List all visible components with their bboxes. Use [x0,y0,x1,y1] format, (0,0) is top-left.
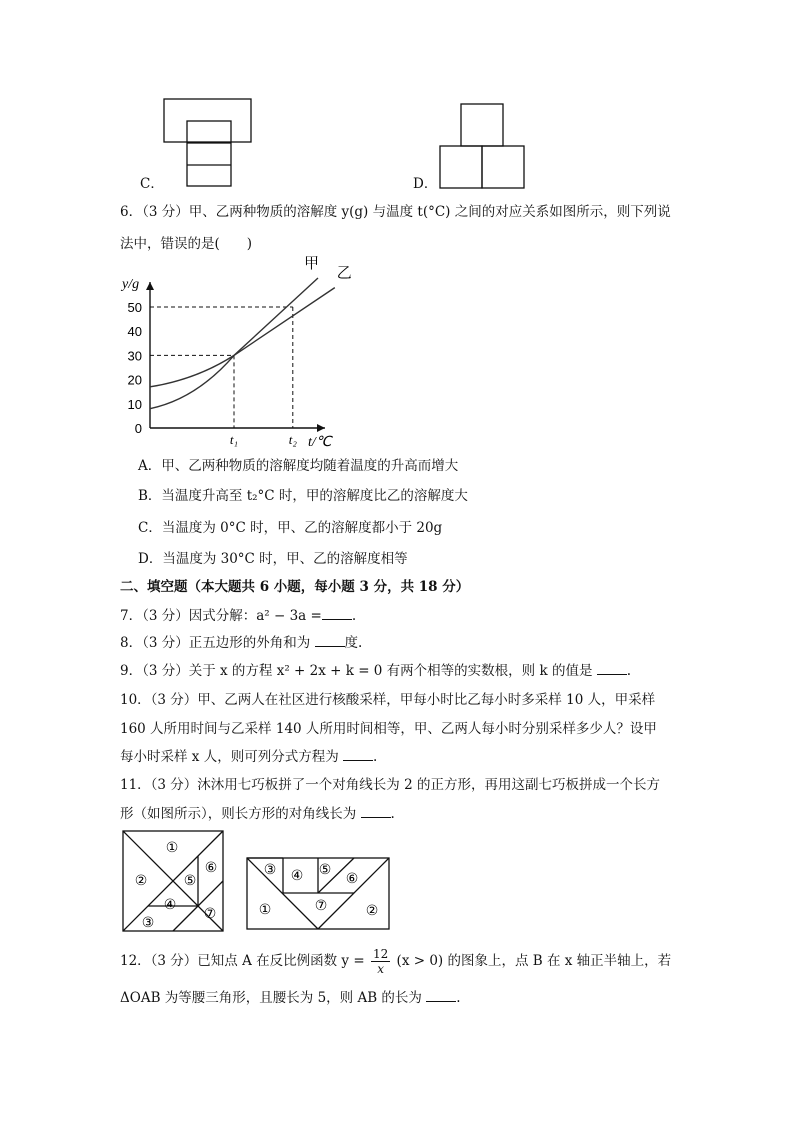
q7-stem: 7．（3 分）因式分解：a² − 3a = [120,608,322,624]
tangram-rect-piece-label: ① [258,902,272,918]
tangram-square-piece-label: ② [134,873,148,889]
series-label: 乙 [336,263,352,282]
x-axis-label: t/℃ [308,435,332,450]
q10-stem: 每小时采样 x 人，则可列分式方程为 [120,749,339,765]
tangram-square-piece-label: ③ [141,915,155,931]
q9-stem: 9．（3 分）关于 x 的方程 x² + 2x + k = 0 有两个相等的实数根，则 k 的值是 [120,663,593,679]
q6-stem-line2: 法中，错误的是( ) [120,236,253,252]
tangram-rect-piece-label: ⑤ [318,862,332,878]
q8-stem: 8．（3 分）正五边形的外角和为 [120,635,311,651]
y-tick-label: 40 [127,324,142,340]
tangram-rect-piece-label: ⑦ [314,898,328,914]
y-tick-label: 0 [134,421,142,436]
q12-fraction-numerator: 12 [372,947,389,961]
tangram-rect-piece-label: ⑥ [345,871,359,887]
q6-option-b: B．当温度升高至 t₂°C 时，甲的溶解度比乙的溶解度大 [138,488,468,504]
q12-line2 [120,988,461,1008]
y-axis-label: y/g [122,277,140,292]
y-tick-label: 20 [127,372,142,388]
q12-fraction [371,947,390,976]
tangram-square-piece-label: ⑥ [204,860,218,876]
q12-stem-a: 12．（3 分）已知点 A 在反比例函数 y = [120,953,365,969]
q10-end: . [373,749,378,765]
y-tick-label: 50 [127,300,142,315]
x-tick-label: t₂ [288,432,297,447]
tangram-square-piece-label: ① [165,840,179,856]
section-2-heading: 二、填空题（本大题共 6 小题，每小题 3 分，共 18 分） [120,579,470,595]
tangram-rect-piece-label: ② [365,903,379,919]
tangram-rect-piece-label: ④ [290,868,304,884]
q11-line1: 11．（3 分）沐沐用七巧板拼了一个对角线长为 2 的正方形，再用这副七巧板拼成一个长方 [120,777,660,793]
option-d-label: D． [413,176,438,192]
q8-end: 度. [344,635,363,651]
q12-stem-b: (x > 0) 的图象上，点 B 在 x 轴正半轴上，若 [396,953,672,969]
q11-stem: 形（如图所示），则长方形的对角线长为 [120,806,357,822]
q10-line2: 160 人所用时间与乙采样 140 人所用时间相等，甲、乙两人每小时分别采样多少人？设甲 [120,721,657,737]
tangram-rect-piece-label: ③ [263,862,277,878]
q6-stem-line1: 6．（3 分）甲、乙两种物质的溶解度 y(g) 与温度 t(°C) 之间的对应关系如图所示，则下列说 [120,204,671,220]
q12-answer-blank [426,989,456,1002]
q12-end: . [456,990,461,1006]
series-label: 甲 [304,253,320,272]
q6-option-c: C．当温度为 0°C 时，甲、乙的溶解度都小于 20g [138,520,443,536]
x-tick-label: t₁ [229,432,239,447]
tangram-square-piece-label: ⑦ [203,906,217,922]
y-tick-label: 10 [127,396,142,412]
tangram-square-piece-label: ⑤ [183,873,197,889]
y-tick-label: 30 [127,348,142,364]
q9-end: . [626,663,632,679]
option-c-label: C． [140,176,164,192]
tangram-square-piece-label: ④ [163,897,177,913]
q12-fraction-denominator: x [377,962,384,976]
q12-line1 [120,947,671,976]
q12-stem-2: ΔOAB 为等腰三角形，且腰长为 5，则 AB 的长为 [120,990,422,1006]
q6-option-a: A．甲、乙两种物质的溶解度均随着温度的升高而增大 [138,458,459,474]
q10-line1: 10．（3 分）甲、乙两人在社区进行核酸采样，甲每小时比乙每小时多采样 10 人，甲采样 [120,692,656,708]
q11-end: . [390,806,395,822]
q6-option-d: D．当温度为 30°C 时，甲、乙的溶解度相等 [138,551,408,567]
q7-end: . [351,608,357,624]
